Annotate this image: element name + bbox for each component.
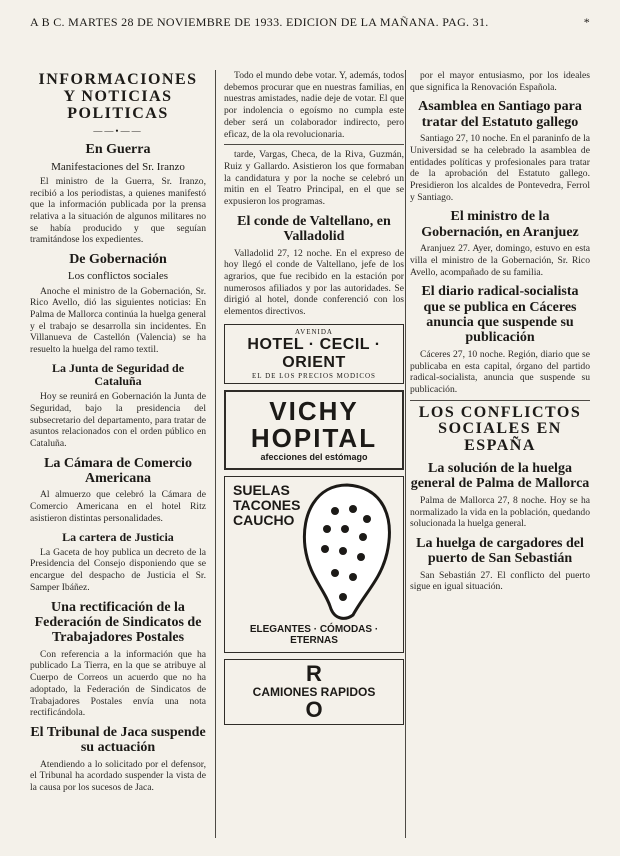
article-body: Santiago 27, 10 noche. En el paraninfo de la Universidad se ha celebrado la asamblea de entidades políticas y profesionales para tratar de la aprobación del Estatuto gallego. Presidieron los alcaldes de Pontevedra, Ferrol y Santiago. [410,133,590,203]
article-subheading: Los conflictos sociales [67,270,169,283]
column-left [30,70,206,838]
article-body: tarde, Vargas, Checa, de la Riva, Guzmán, Ruiz y Gallardo. Asistieron los que formaban la candidatura y por la noche se celebró un mitin en el Teatro Principal, en el que se expusieron los programas. [224,149,404,208]
page-header-star: * [583,15,590,29]
article-body: San Sebastián 27. El conflicto del puerto sigue en igual situación. [410,569,590,593]
hotel-advertisement [224,324,404,384]
column-middle [224,70,404,838]
article-heading: Asamblea en Santiago para tratar del Estatuto gallego [418,99,582,130]
article-body: Anoche el ministro de la Gobernación, Sr. Rico Avello, dió las siguientes noticias: En Palma de Mallorca continúa la huelga general y el trabajo se desarrolla sin incidentes. En Villanueva de Castellón (Valencia) se ha resuelto la huelga del ramo textil. [30,285,206,356]
section-title: INFORMACIONES Y NOTICIAS POLITICAS [38,71,198,122]
article-heading: La Junta de Seguridad de Cataluña [51,360,185,388]
vichy-advertisement [224,390,404,471]
ad-title: HOPITAL [250,423,378,454]
page-header-text: A B C. MARTES 28 DE NOVIEMBRE DE 1933. EDICION DE LA MAÑANA. PAG. 31. [30,15,489,29]
article-body: La Gaceta de hoy publica un decreto de la Presidencia del Consejo disponiendo que se encargue del despacho de Justicia el Sr. Samper Ibáñez. [30,546,206,593]
article-heading: El diario radical-socialista que se publica en Cáceres anuncia que suspende su publicación [421,284,579,346]
ornament: ——•—— [93,126,143,137]
divider [410,400,590,401]
article-heading: De Gobernación [69,252,167,268]
ad-text: R [306,661,322,687]
article-heading: La Cámara de Comercio Americana [44,455,192,487]
ad-text: ELEGANTES · CÓMODAS · ETERNAS [249,624,379,647]
divider [224,144,404,145]
ad-text-block [233,483,300,527]
article-body: Palma de Mallorca 27, 8 noche. Hoy se ha normalizado la vida en la población, quedando solucionada la huelga general. [410,494,590,530]
article-heading: La huelga de cargadores del puerto de San Sebastián [416,535,584,567]
ad-text: TACONES [233,497,301,514]
column-right [410,70,590,838]
ad-text: O [305,697,323,723]
ad-text: EL DE LOS PRECIOS MODICOS [252,371,376,380]
column-rule [405,70,406,838]
ad-title: VICHY [269,395,359,426]
article-body: Al almuerzo que celebró la Cámara de Comercio Americana en el hotel Ritz asistieron distintas personalidades. [30,489,206,524]
article-heading: La cartera de Justicia [62,529,174,544]
article-heading: La solución de la huelga general de Palma de Mallorca [410,461,590,492]
article-body: Valladolid 27, 12 noche. En el expreso de hoy llegó el conde de Valtellano, jefe de los agrarios, que fue recibido en la estación por numerosos afiliados y por las autoridades. Se dirigió al hotel, donde conferenció con los elementos directivos. [224,247,404,318]
shoe-sole-advertisement [224,476,404,653]
article-body: Atendiendo a lo solicitado por el defensor, el Tribunal ha acordado suspender la vista de la causa por los sucesos de Jaca. [30,758,206,794]
ad-text: CAUCHO [233,511,295,528]
ad-title: CAMIONES RAPIDOS [252,685,376,700]
page-header [30,15,590,35]
ad-text: AVENIDA [295,327,333,336]
article-body: Cáceres 27, 10 noche. Región, diario que se publicaba en esta capital, órgano del partido radical-socialista, anuncia que suspende su publicación. [410,348,590,395]
article-body: El ministro de la Guerra, Sr. Iranzo, recibió a los periodistas, a quienes manifestó que la información publicada por la prensa relativa a la situación de algunos militares no se había producido y que seguían tramitándose los expedientes. [30,175,206,246]
article-heading: El Tribunal de Jaca suspende su actuación [30,724,206,756]
article-body: Todo el mundo debe votar. Y, además, todos debemos procurar que en nuestras familias, en nuestras amistades, nadie deje de votar. El que por indolencia o egoísmo no cumpla este deber será un colaborador indirecto, pero eficaz, de la ola revolucionaria. [224,70,404,140]
article-body: por el mayor entusiasmo, por los ideales que significa la Renovación Española. [410,70,590,93]
ad-text: SUELAS [233,482,290,499]
article-heading: En Guerra [85,142,151,158]
article-body: Aranjuez 27. Ayer, domingo, estuvo en esta villa el ministro de la Gobernación, Sr. Rico Avello, acompañado de su familia. [410,243,590,278]
section-title: LOS CONFLICTOS SOCIALES EN ESPAÑA [418,403,582,455]
column-rule [215,70,216,838]
ad-title: HOTEL · CECIL · ORIENT [247,335,381,371]
article-subheading: Manifestaciones del Sr. Iranzo [51,160,185,173]
shoe-sole-icon [295,481,400,621]
article-heading: Una rectificación de la Federación de Sindicatos de Trabajadores Postales [34,599,202,646]
ad-text: afecciones del estómago [260,452,368,463]
article-heading: El conde de Valtellano, en Valladolid [237,213,391,245]
article-heading: El ministro de la Gobernación, en Aranjuez [421,209,579,240]
article-body: Hoy se reunirá en Gobernación la Junta de Seguridad, bajo la presidencia del subsecretario del departamento, para tratar de asuntos relacionados con el orden público en Cataluña. [30,391,206,449]
truck-advertisement [224,659,404,725]
article-body: Con referencia a la información que ha publicado La Tierra, en la que se atribuye al Cuerpo de Correos un acuerdo que no ha adoptado, la Federación de Sindicatos de Trabajadores Postales envía una nota rectificándola. [30,648,206,719]
